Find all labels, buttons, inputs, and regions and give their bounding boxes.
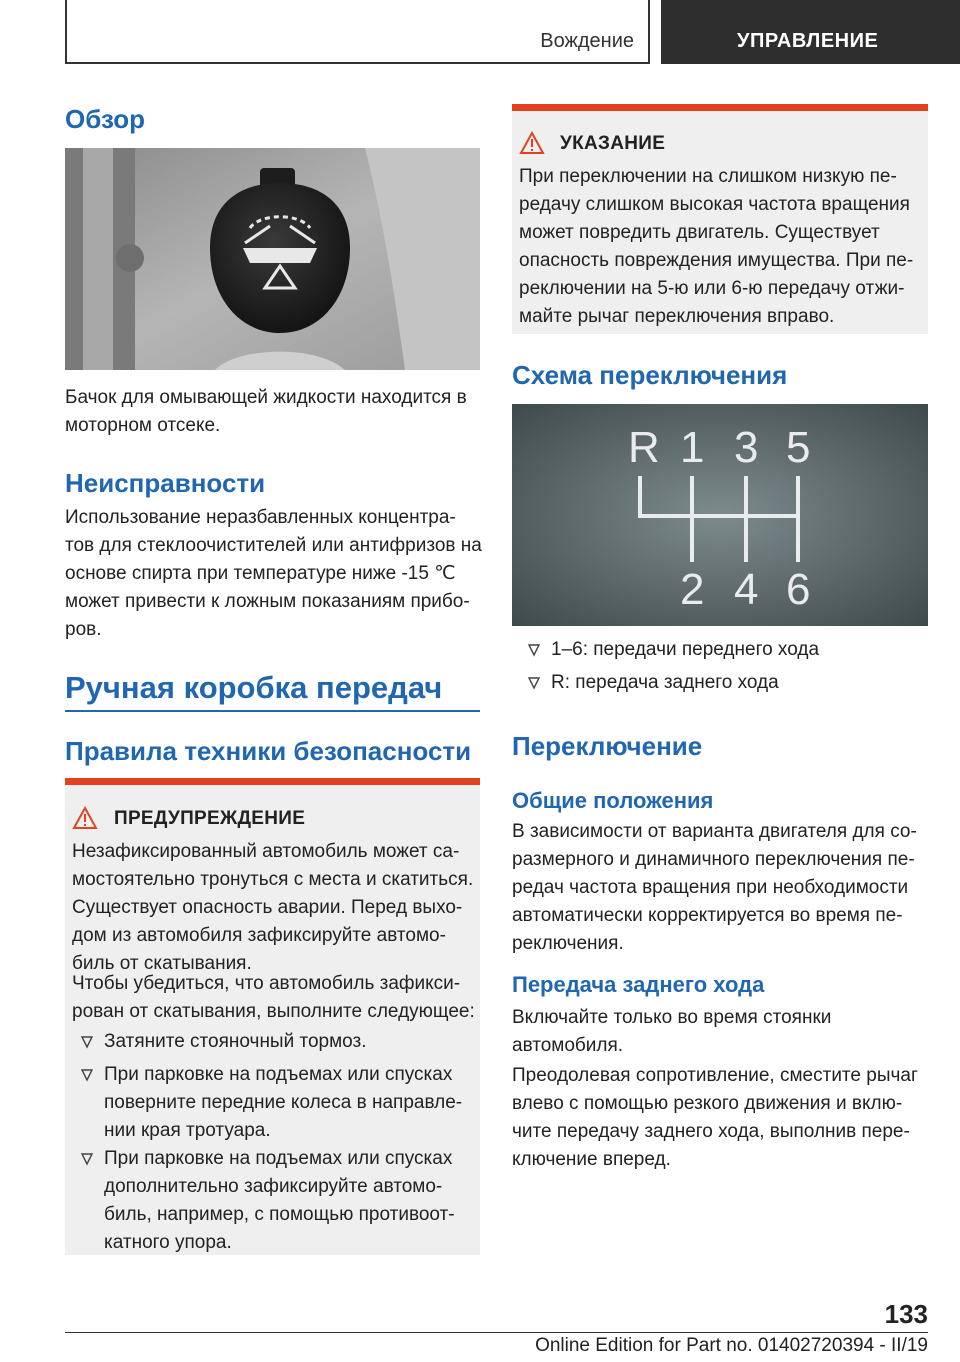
warning-text-2: Чтобы убедиться, что автомобиль зафикси- рован от скатывания, выполните следующее:: [72, 973, 475, 1022]
warning-title: ПРЕДУПРЕЖДЕНИЕ: [114, 808, 306, 829]
gear-label-1: 1: [680, 423, 705, 472]
triangle-bullet-icon: [527, 669, 541, 697]
reverse-text-2: Преодолевая сопротивление, сместите рычаг влево с помощью резкого движения и вклю- чите передачу заднего хода, выполнив пере- ключение вперед.: [512, 1065, 918, 1170]
footer-rule: [65, 1332, 928, 1333]
reverse-heading: Передача заднего хода: [512, 972, 765, 997]
footer-edition: Online Edition for Part no. 01402720394 - II/19: [535, 1335, 928, 1356]
general-heading: Общие положения: [512, 788, 714, 813]
gear-label-6: 6: [786, 565, 811, 614]
list-item: R: передача заднего хода: [527, 669, 779, 697]
safety-heading: Правила техники безопасности: [65, 736, 472, 766]
faults-text: Использование неразбавленных концентра- тов для стеклоочистителей или антифризов на основе спирта при температуре ниже -15 ℃ может привести к ложным показаниям прибо- ров.: [65, 507, 482, 640]
gear-label-4: 4: [734, 565, 759, 614]
gear-label-2: 2: [680, 565, 705, 614]
list-item: При парковке на подъемах или спусках поверните передние колеса в направле- нии края тротуара.: [80, 1061, 462, 1145]
note-text: При переключении на слишком низкую пе- редачу слишком высокая частота вращения может повредить двигатель. Существует опасность повреждения имущества. При пе- реключении на 5-ю или 6-ю передачу отжи- майте рычаг переключения вправо.: [519, 166, 914, 327]
gear-label-3: 3: [734, 423, 759, 472]
header-chapter-label: УПРАВЛЕНИЕ: [737, 30, 879, 52]
overview-text: Бачок для омывающей жидкости находится в моторном отсеке.: [65, 387, 467, 436]
gear-label-r: R: [628, 423, 660, 472]
list-item: Затяните стояночный тормоз.: [80, 1028, 367, 1056]
warning-text: Незафиксированный автомобиль может са- мостоятельно тронуться с места и скатиться. Существует опасность аварии. Перед выхо- дом из автомобиля зафиксируйте автомо- биль от скатывания.: [72, 841, 474, 974]
header-section-tab: [65, 0, 650, 64]
triangle-bullet-icon: [80, 1145, 94, 1173]
gear-label-5: 5: [786, 423, 811, 472]
triangle-bullet-icon: [527, 636, 541, 664]
header-section-label: Вождение: [540, 30, 634, 52]
general-text: В зависимости от варианта двигателя для со- размерного и динамичного переключения пе- редач частота вращения при необходимости автоматически корректируется во время пе- реключения.: [512, 821, 917, 954]
washer-reservoir-photo: [65, 148, 480, 370]
note-title: УКАЗАНИЕ: [560, 133, 666, 154]
triangle-bullet-icon: [80, 1028, 94, 1056]
warning-triangle-icon: [519, 131, 545, 155]
triangle-bullet-icon: [80, 1061, 94, 1089]
scheme-heading: Схема переключения: [512, 360, 788, 390]
heading-rule: [65, 710, 480, 712]
shifting-heading: Переключение: [512, 731, 703, 761]
list-item: При парковке на подъемах или спусках дополнительно зафиксируйте автомо- биль, например, с помощью противоот- катного упора.: [80, 1145, 455, 1257]
gear-shift-diagram: [512, 404, 928, 626]
reverse-text-1: Включайте только во время стоянки автомобиля.: [512, 1007, 832, 1056]
header-chapter-tab: [661, 0, 960, 64]
page-number: 133: [884, 1299, 928, 1329]
overview-heading: Обзор: [65, 104, 145, 134]
gearbox-heading: Ручная коробка передач: [65, 670, 443, 705]
faults-heading: Неисправности: [65, 468, 266, 498]
warning-triangle-icon: [72, 806, 98, 830]
list-item: 1–6: передачи переднего хода: [527, 636, 819, 664]
